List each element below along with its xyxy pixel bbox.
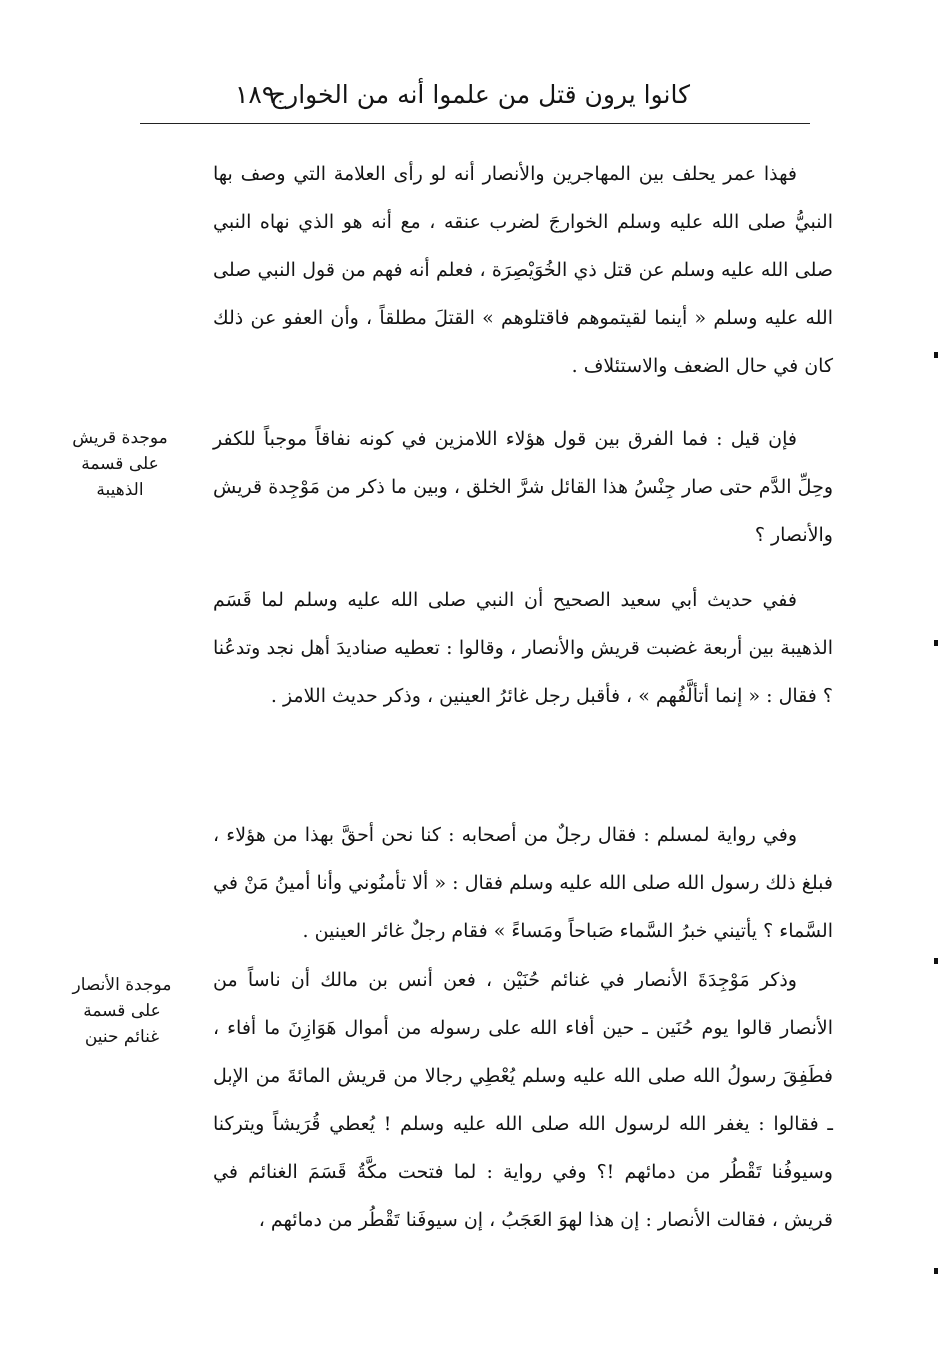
margin-note-quraysh: موجدة قريش على قسمة الذهيبة: [72, 428, 168, 500]
paragraph-2: فإن قيل : فما الفرق بين قول هؤلاء اللامزين في كونه نفاقاً موجباً للكفر وحِلِّ الدَّم حتى صار جِنْسُ هذا القائل شرَّ الخلق ، وبين ما ذكر من مَوْجِدة قريش والأنصار ؟: [213, 428, 833, 546]
scan-mark: [934, 352, 938, 358]
scan-mark: [934, 958, 938, 964]
page-number: ١٨٩: [235, 80, 276, 109]
margin-note-ansar: موجدة الأنصار على قسمة غنائم حنين: [72, 975, 172, 1047]
header-rule: [140, 123, 810, 124]
running-title: كانوا يرون قتل من علموا أنه من الخوارج: [269, 80, 690, 109]
paragraph-5: وذكر مَوْجِدَةَ الأنصار في غنائم حُنَيْن ، فعن أنس بن مالك أن ناساً من الأنصار قالوا يوم حُنَين ـ حين أفاء الله على رسوله من أموال هَوَازِنَ ما أفاء ، فطَفِقَ رسولُ الله صلى الله عليه وسلم يُعْطِي رجالا من قريش المائةَ من الإبل ـ فقالوا : يغفر الله لرسول الله صلى الله عليه وسلم ! يُعطي قُرَيشاً ويتركنا وسيوفُنا تَقْطُر من دمائهم !؟ وفي رواية : لما فتحت مكَّةُ قَسَمَ الغنائم في قريش ، فقالت الأنصار : إن هذا لهوَ العَجَبُ ، إن سيوفَنا تَقْطُر من دمائهم ،: [213, 969, 833, 1231]
scan-mark: [934, 640, 938, 646]
scan-mark: [934, 1268, 938, 1274]
paragraph-1: فهذا عمر يحلف بين المهاجرين والأنصار أنه لو رأى العلامة التي وصف بها النبيُّ صلى الله عليه وسلم الخوارجَ لضرب عنقه ، مع أنه هو الذي نهاه النبي صلى الله عليه وسلم عن قتل ذي الخُوَيْصِرَة ، فعلم أنه فهم من قول النبي صلى الله عليه وسلم « أينما لقيتموهم فاقتلوهم » القتلَ مطلقاً ، وأن العفو عن ذلك كان في حال الضعف والاستئلاف .: [213, 163, 833, 377]
paragraph-3: ففي حديث أبي سعيد الصحيح أن النبي صلى الله عليه وسلم لما قَسَم الذهيبة بين أربعة غضبت قريش والأنصار ، وقالوا : تعطيه صناديدَ أهل نجد وتدعُنا ؟ فقال : « إنما أتألَّفُهم » ، فأقبل رجل غائرُ العينين ، وذكر حديث اللامز .: [213, 589, 833, 707]
main-text: [213, 150, 833, 1244]
running-header: [140, 78, 810, 118]
paragraph-4: وفي رواية لمسلم : فقال رجلٌ من أصحابه : كنا نحن أحقَّ بهذا من هؤلاء ، فبلغ ذلك رسول الله صلى الله عليه وسلم فقال : « ألا تأمنُوني وأنا أمينُ مَنْ في السَّماء ؟ يأتيني خبرُ السَّماء صَباحاً ومَساءً » فقام رجلٌ غائر العينين .: [213, 824, 833, 942]
